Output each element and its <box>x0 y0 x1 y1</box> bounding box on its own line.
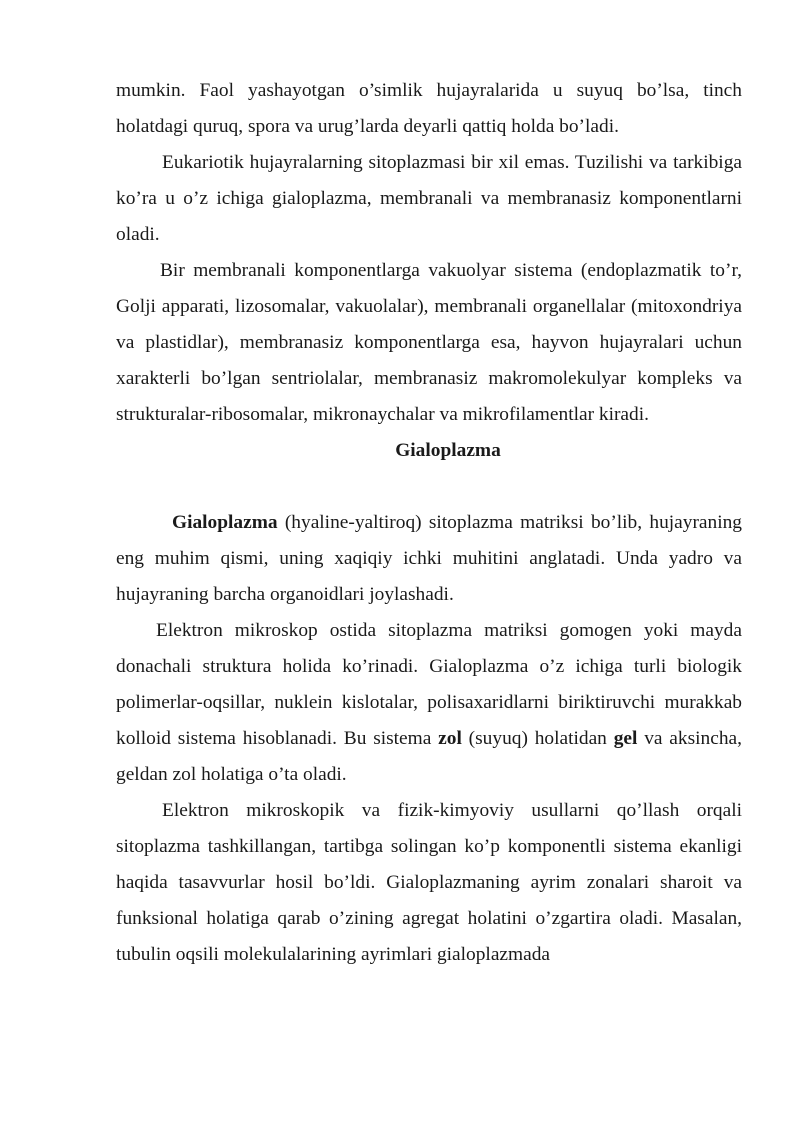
paragraph-5-text-a: Elektron mikroskop ostida sitoplazma matriksi gomogen yoki mayda donachali struktura holida ko’rinadi. Gialoplazma o’z ichiga turli biologik polimerlar-oqsillar, nuklein kislotalar, polisaxaridlarni biriktiruvchi murakkab kolloid sistema hisoblanadi. Bu sistema <box>116 620 742 749</box>
paragraph-6: Elektron mikroskopik va fizik-kimyoviy usullarni qo’llash orqali sitoplazma tashkillangan, tartibga solingan ko’p komponentli sistema ekanligi haqida tasavvurlar hosil bo’ldi. Gialoplazmaning ayrim zonalari sharoit va funksional holatiga qarab o’zining agregat holatini o’zgartira oladi. Masalan, tubulin oqsili molekulalarining ayrimlari gialoplazmada <box>116 800 742 965</box>
term-gialoplazma: Gialoplazma <box>172 512 278 533</box>
term-zol: zol <box>438 728 462 749</box>
paragraph-5 <box>116 613 742 793</box>
paragraph-3: Bir membranali komponentlarga vakuolyar sistema (endoplazmatik to’r, Golji apparati, lizosomalar, vakuolalar), membranali organellalar (mitoxondriya va plastidlar), membranasiz komponentlarga esa, hayvon hujayralari uchun xarakterli bo’lgan sentriolalar, membranasiz makromolekulyar kompleks va strukturalar-ribosomalar, mikronaychalar va mikrofilamentlar kiradi. <box>116 260 742 425</box>
paragraph-4-text: (hyaline-yaltiroq) sitoplazma matriksi bo’lib, hujayraning eng muhim qismi, uning xaqiqiy ichki muhitini anglatadi. Unda yadro va hujayraning barcha organoidlari joylashadi. <box>116 512 742 605</box>
document-page <box>116 73 742 973</box>
term-gel: gel <box>613 728 638 749</box>
paragraph-5-text-c: va aksincha, geldan zol holatiga o’ta oladi. <box>116 728 742 785</box>
paragraph-2: Eukariotik hujayralarning sitoplazmasi bir xil emas. Tuzilishi va tarkibiga ko’ra u o’z ichiga gialoplazma, membranali va membranasiz komponentlarni oladi. <box>116 152 742 245</box>
section-heading: Gialoplazma <box>395 440 501 461</box>
paragraph-4 <box>116 505 742 613</box>
paragraph-1: mumkin. Faol yashayotgan o’simlik hujayralarida u suyuq bo’lsa, tinch holatdagi quruq, spora va urug’larda deyarli qattiq holda bo’ladi. <box>116 80 742 137</box>
paragraph-5-text-b: (suyuq) holatidan <box>461 728 614 749</box>
